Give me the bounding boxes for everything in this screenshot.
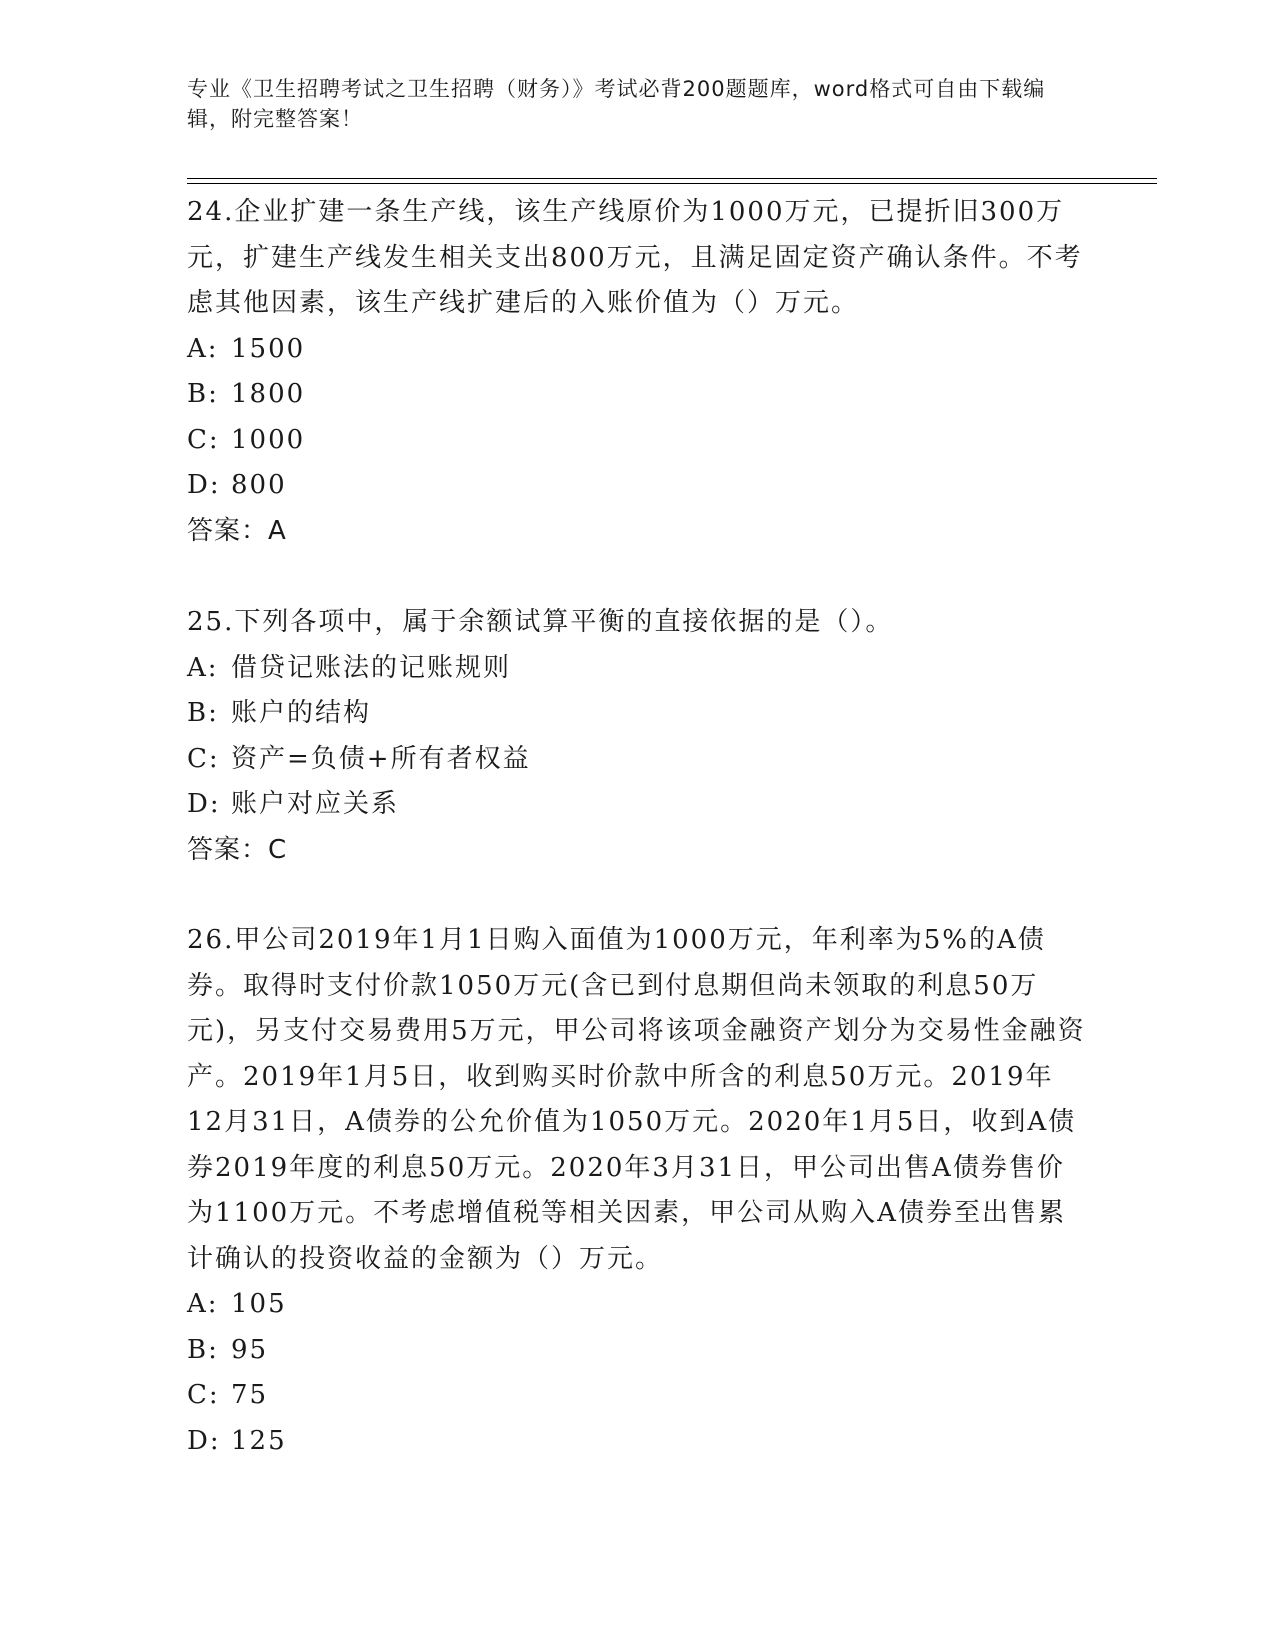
option-letter: A: bbox=[187, 333, 219, 364]
option-a bbox=[187, 1282, 1087, 1328]
option-letter: A: bbox=[187, 1289, 219, 1319]
option-letter: D: bbox=[187, 470, 221, 500]
question-24 bbox=[187, 190, 1087, 554]
answer: 答案：A bbox=[187, 515, 287, 546]
option-text: 125 bbox=[231, 1425, 287, 1456]
option-text: 75 bbox=[231, 1380, 269, 1410]
option-text: 借贷记账法的记账规则 bbox=[231, 652, 512, 683]
option-letter: B: bbox=[187, 1334, 219, 1365]
option-letter: A: bbox=[187, 652, 219, 683]
header-divider-top bbox=[187, 178, 1157, 179]
option-text: 1800 bbox=[231, 379, 306, 409]
option-text: 1500 bbox=[231, 333, 306, 364]
option-c bbox=[187, 1373, 1087, 1419]
option-text: 105 bbox=[231, 1289, 287, 1319]
option-text: 800 bbox=[231, 470, 287, 500]
option-letter: B: bbox=[187, 698, 219, 728]
option-d bbox=[187, 782, 1087, 828]
option-a bbox=[187, 327, 1087, 373]
option-letter: C: bbox=[187, 743, 220, 774]
option-b bbox=[187, 1328, 1087, 1374]
option-d bbox=[187, 463, 1087, 509]
option-text: 账户的结构 bbox=[231, 698, 372, 728]
option-letter: D: bbox=[187, 1425, 221, 1456]
option-letter: C: bbox=[187, 1380, 220, 1410]
question-26 bbox=[187, 918, 1087, 1464]
option-letter: D: bbox=[187, 789, 221, 819]
option-c bbox=[187, 418, 1087, 464]
question-25 bbox=[187, 600, 1087, 873]
option-text: 95 bbox=[231, 1334, 269, 1365]
option-text: 资产=负债+所有者权益 bbox=[231, 743, 531, 774]
answer: 答案：C bbox=[187, 834, 288, 865]
question-text: 24.企业扩建一条生产线，该生产线原价为1000万元，已提折旧300万元，扩建生产线发生相关支出800万元，且满足固定资产确认条件。不考虑其他因素，该生产线扩建后的入账价值为（）万元。 bbox=[187, 197, 1083, 318]
question-text: 25.下列各项中，属于余额试算平衡的直接依据的是（）。 bbox=[187, 607, 894, 637]
option-d bbox=[187, 1419, 1087, 1465]
header-divider-bottom bbox=[187, 183, 1157, 184]
option-b bbox=[187, 372, 1087, 418]
option-b bbox=[187, 691, 1087, 737]
option-text: 账户对应关系 bbox=[231, 789, 400, 819]
question-text: 26.甲公司2019年1月1日购入面值为1000万元，年利率为5%的A债券。取得时支付价款1050万元(含已到付息期但尚未领取的利息50万元)，另支付交易费用5万元，甲公司将该项金融资产划分为交易性金融资产。2019年1月5日，收到购买时价款中所含的利息50万元。2019年12月31日，A债券的公允价值为1050万元。2020年1月5日，收到A债券2019年度的利息50万元。2020年3月31日，甲公司出售A债券售价为1100万元。不考虑增值税等相关因素，甲公司从购入A债券至出售累计确认的投资收益的金额为（）万元。 bbox=[187, 925, 1086, 1274]
document-header: 专业《卫生招聘考试之卫生招聘（财务）》考试必背200题题库，word格式可自由下载编辑，附完整答案！ bbox=[187, 77, 1046, 131]
option-a bbox=[187, 646, 1087, 692]
option-letter: C: bbox=[187, 424, 220, 455]
option-letter: B: bbox=[187, 379, 219, 409]
option-c bbox=[187, 737, 1087, 783]
option-text: 1000 bbox=[231, 424, 306, 455]
